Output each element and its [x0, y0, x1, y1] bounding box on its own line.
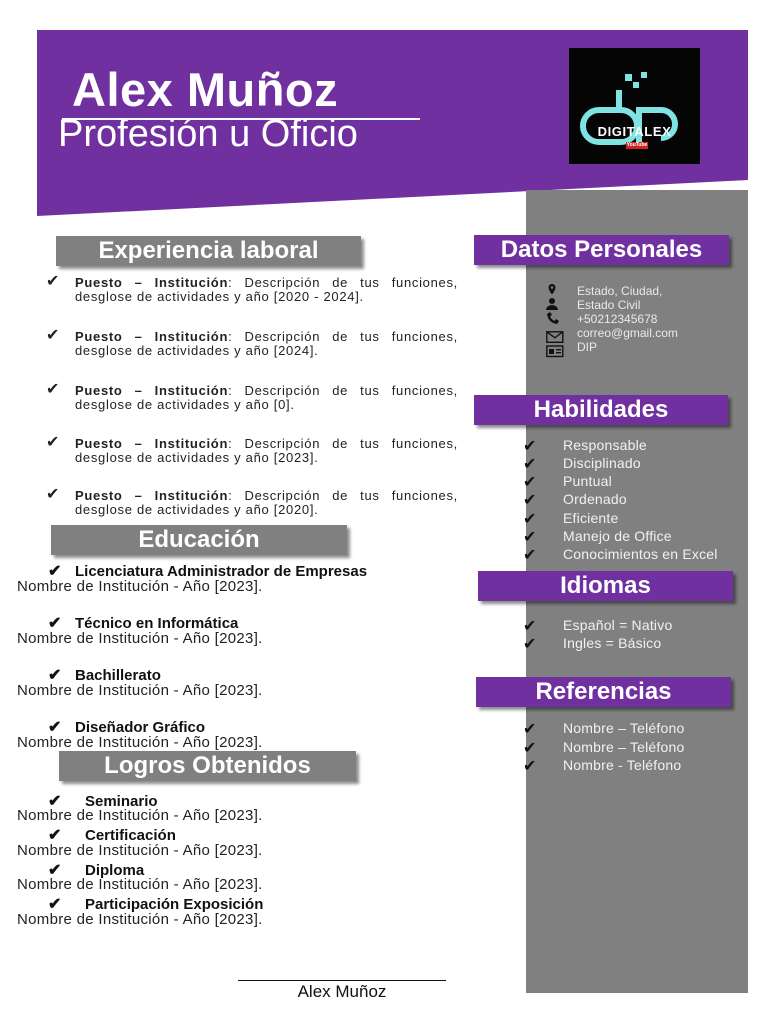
experience-title: Experiencia laboral — [98, 237, 319, 264]
check-icon: ✔ — [523, 618, 537, 635]
references-header — [476, 677, 731, 707]
check-icon: ✔ — [46, 434, 60, 451]
experience-desc: : Descripción de tus funciones, desglose de actividades y año [0]. — [75, 383, 458, 412]
check-icon: ✔ — [46, 327, 60, 344]
achievement-detail: Nombre de Institución - Año [2023]. — [17, 807, 263, 824]
achievement-detail: Nombre de Institución - Año [2023]. — [17, 876, 263, 893]
education-title: Educación — [138, 526, 260, 553]
experience-header — [56, 236, 361, 266]
achievement-detail: Nombre de Institución - Año [2023]. — [17, 911, 263, 928]
check-icon: ✔ — [523, 492, 537, 509]
education-detail: Nombre de Institución - Año [2023]. — [17, 682, 263, 699]
check-icon: ✔ — [46, 273, 60, 290]
signature-line — [238, 980, 446, 981]
check-icon: ✔ — [523, 511, 537, 528]
profession: Profesión u Oficio — [58, 113, 358, 155]
education-detail: Nombre de Institución - Año [2023]. — [17, 630, 263, 647]
education-degree: ✔ Licenciatura Administrador de Empresas — [48, 563, 368, 580]
check-icon: ✔ — [48, 615, 62, 632]
experience-role: Puesto – Institución — [75, 383, 229, 398]
check-icon: ✔ — [523, 529, 537, 546]
signature-name: Alex Muñoz — [297, 982, 387, 1001]
education-detail: Nombre de Institución - Año [2023]. — [17, 734, 263, 751]
check-icon: ✔ — [523, 547, 537, 564]
check-icon: ✔ — [523, 740, 537, 757]
experience-desc: : Descripción de tus funciones, desglose de actividades y año [2020]. — [75, 488, 458, 517]
experience-desc: : Descripción de tus funciones, desglose de actividades y año [2023]. — [75, 436, 458, 465]
education-degree: ✔ Bachillerato — [48, 667, 161, 684]
achievement-name: ✔ Seminario — [48, 793, 158, 810]
check-icon: ✔ — [48, 827, 62, 844]
contact-location-text: Estado, Ciudad, — [577, 284, 663, 298]
skills-header — [474, 395, 728, 425]
id-card-icon — [546, 344, 564, 358]
check-icon: ✔ — [48, 793, 62, 810]
skills-title: Habilidades — [533, 396, 669, 423]
check-icon: ✔ — [48, 896, 62, 913]
education-header — [51, 525, 347, 555]
check-icon: ✔ — [523, 456, 537, 473]
check-icon: ✔ — [46, 381, 60, 398]
check-icon: ✔ — [48, 719, 62, 736]
achievement-name: ✔ Diploma — [48, 862, 145, 879]
envelope-icon — [546, 330, 564, 344]
check-icon: ✔ — [48, 862, 62, 879]
experience-role: Puesto – Institución — [75, 436, 229, 451]
languages-header — [478, 571, 733, 601]
education-degree: ✔ Técnico en Informática — [48, 615, 239, 632]
check-icon: ✔ — [48, 563, 62, 580]
person-icon — [546, 298, 564, 310]
education-detail: Nombre de Institución - Año [2023]. — [17, 578, 263, 595]
check-icon: ✔ — [48, 667, 62, 684]
achievement-name: ✔ Participación Exposición — [48, 896, 264, 913]
personal-data-title: Datos Personales — [500, 236, 703, 263]
logo-text: DIGITALEX — [597, 124, 672, 139]
contact-phone-text: +50212345678 — [577, 312, 658, 326]
achievement-detail: Nombre de Institución - Año [2023]. — [17, 842, 263, 859]
check-icon: ✔ — [523, 474, 537, 491]
achievements-header — [59, 751, 356, 781]
full-name: Alex Muñoz — [72, 63, 339, 116]
personal-data-header — [474, 235, 729, 265]
phone-icon — [546, 312, 564, 324]
check-icon: ✔ — [523, 636, 537, 653]
experience-role: Puesto – Institución — [75, 329, 229, 344]
achievement-name: ✔ Certificación — [48, 827, 176, 844]
experience-role: Puesto – Institución — [75, 275, 229, 290]
check-icon: ✔ — [46, 486, 60, 503]
check-icon: ✔ — [523, 721, 537, 738]
references-title: Referencias — [535, 678, 672, 705]
experience-desc: : Descripción de tus funciones, desglose de actividades y año [2020 - 2024]. — [75, 275, 458, 304]
check-icon: ✔ — [523, 438, 537, 455]
contact-email-text: correo@gmail.com — [577, 326, 678, 340]
contact-id-text: DIP — [577, 340, 598, 354]
languages-title: Idiomas — [560, 572, 651, 599]
achievements-title: Logros Obtenidos — [104, 752, 311, 779]
location-pin-icon — [546, 284, 564, 296]
check-icon: ✔ — [523, 758, 537, 775]
experience-role: Puesto – Institución — [75, 488, 229, 503]
youtube-badge: YouTube — [626, 142, 648, 148]
contact-civil-status-text: Estado Civil — [577, 298, 641, 312]
experience-desc: : Descripción de tus funciones, desglose de actividades y año [2024]. — [75, 329, 458, 358]
education-degree: ✔ Diseñador Gráfico — [48, 719, 206, 736]
